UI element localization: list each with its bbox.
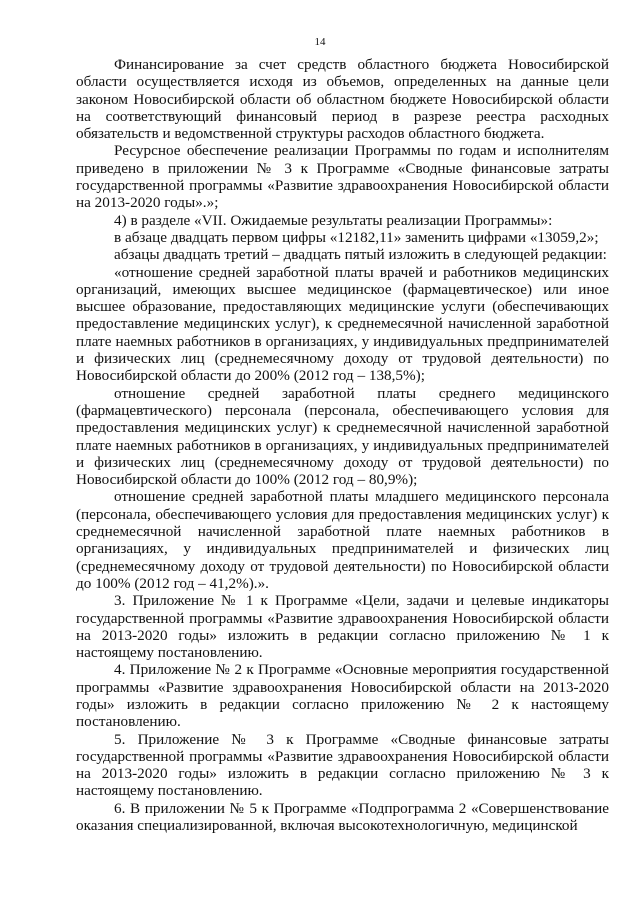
paragraph-junior-staff-salary-ratio: отношение средней заработной платы младшего медицинского персонала (персонала, обеспечивающего условия для предоставления медицинских услуг) к среднемесячной начисленной заработной плате наемных работников в организациях, у индивидуальных предпринимателей и физических лиц (среднемесячному доходу от трудовой деятельности) по Новосибирской области до 100% (2012 год – 41,2%).». [76, 488, 609, 592]
paragraph-appendix-2: 4. Приложение № 2 к Программе «Основные мероприятия государственной программы «Развитие здравоохранения Новосибирской области на 2013-2020 годы» изложить в редакции согласно приложению № 2 к настоящему постановлению. [76, 661, 609, 731]
paragraph-new-wording-intro: абзацы двадцать третий – двадцать пятый изложить в следующей редакции: [114, 246, 607, 264]
page-number: 14 [314, 36, 326, 48]
document-body [76, 56, 609, 834]
paragraph-section-vii: 4) в разделе «VII. Ожидаемые результаты реализации Программы»: [114, 211, 553, 229]
paragraph-appendix-3: 5. Приложение № 3 к Программе «Сводные финансовые затраты государственной программы «Развитие здравоохранения Новосибирской области на 2013-2020 годы» изложить в редакции согласно приложению № 3 к настоящему постановлению. [76, 730, 609, 800]
paragraph-appendix-5: 6. В приложении № 5 к Программе «Подпрограмма 2 «Совершенствование оказания специализированной, включая высокотехнологичную, медицинской [76, 799, 609, 835]
paragraph-appendix-1: 3. Приложение № 1 к Программе «Цели, задачи и целевые индикаторы государственной программы «Развитие здравоохранения Новосибирской области на 2013-2020 годы» изложить в редакции согласно приложению № 1 к настоящему постановлению. [76, 592, 609, 662]
paragraph-resource-support: Ресурсное обеспечение реализации Программы по годам и исполнителям приведено в приложении № 3 к Программе «Сводные финансовые затраты государственной программы «Развитие здравоохранения Новосибирской области на 2013-2020 годы».»; [76, 142, 609, 212]
paragraph-middle-staff-salary-ratio: отношение средней заработной платы среднего медицинского (фармацевтического) персонала (персонала, обеспечивающего условия для предоставления медицинских услуг) к среднемесячной начисленной заработной плате наемных работников в организациях, у индивидуальных предпринимателей и физических лиц (среднемесячному доходу от трудовой деятельности) по Новосибирской области до 100% (2012 год – 80,9%); [76, 384, 609, 489]
paragraph-figures-replacement: в абзаце двадцать первом цифры «12182,11» заменить цифрами «13059,2»; [114, 228, 599, 246]
paragraph-doctors-salary-ratio: «отношение средней заработной платы врачей и работников медицинских организаций, имеющих высшее медицинское (фармацевтическое) или иное высшее образование, предоставляющих медицинские услуги (обеспечивающих предоставление медицинских услуг), к среднемесячной начисленной заработной плате наемных работников в организациях, у индивидуальных предпринимателей и физических лиц (среднемесячному доходу от трудовой деятельности) по Новосибирской области до 200% (2012 год – 138,5%); [76, 263, 609, 385]
paragraph-financing: Финансирование за счет средств областного бюджета Новосибирской области осуществляется исходя из объемов, определенных на данные цели законом Новосибирской области об областном бюджете Новосибирской области на соответствующий финансовый период в разрезе реестра расходных обязательств и ведомственной структуры расходов областного бюджета. [76, 56, 609, 143]
